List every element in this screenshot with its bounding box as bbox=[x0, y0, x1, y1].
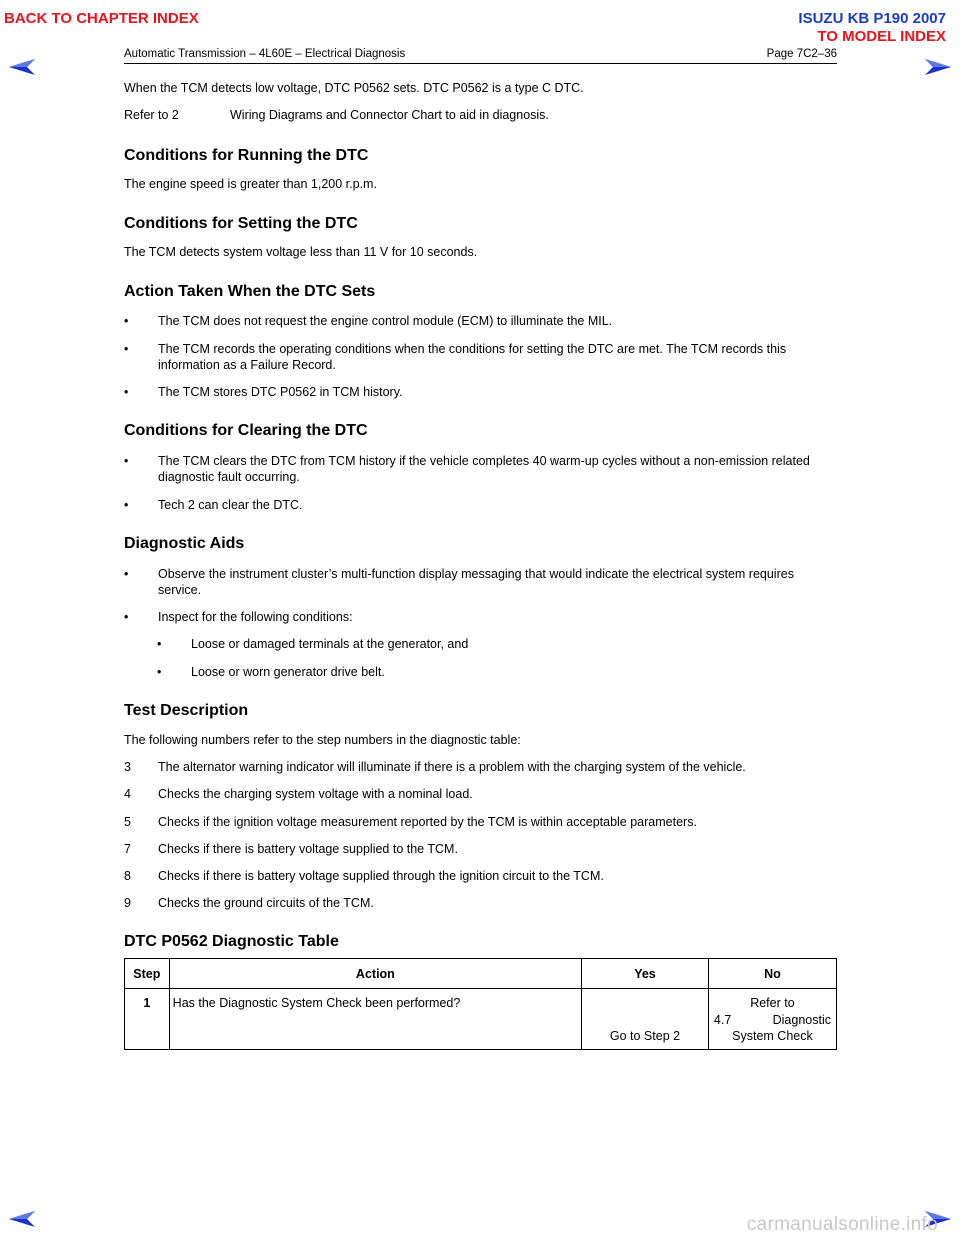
list-item: 4 Checks the charging system voltage with a nominal load. bbox=[124, 787, 473, 802]
setting-text: The TCM detects system voltage less than 11 V for 10 seconds. bbox=[124, 245, 478, 260]
header-rule bbox=[124, 63, 837, 64]
previous-page-arrow-icon[interactable] bbox=[8, 58, 36, 76]
no-cell-line3: System Check bbox=[732, 1028, 813, 1043]
watermark: carmanualsonline.info bbox=[746, 1214, 938, 1235]
next-page-arrow-icon[interactable] bbox=[924, 58, 952, 76]
list-item: • Tech 2 can clear the DTC. bbox=[124, 497, 303, 512]
sub-list-item: • Loose or worn generator drive belt. bbox=[157, 664, 385, 679]
list-item: • The TCM clears the DTC from TCM history if the vehicle completes 40 warm-up cycles without a non-emission related diagnostic fault occurring. bbox=[124, 454, 810, 485]
action-cell: Has the Diagnostic System Check been performed? bbox=[169, 989, 581, 1050]
back-to-chapter-index-link[interactable]: BACK TO CHAPTER INDEX bbox=[4, 10, 199, 27]
previous-page-bottom-arrow-icon[interactable] bbox=[8, 1210, 36, 1228]
no-cell-line2: 4.7 Diagnostic bbox=[713, 1012, 831, 1027]
no-cell-line1: Refer to bbox=[750, 996, 795, 1011]
list-item: 3 The alternator warning indicator will illuminate if there is a problem with the charging system of the vehicle. bbox=[124, 760, 746, 775]
running-text: The engine speed is greater than 1,200 r.p.m. bbox=[124, 177, 377, 192]
page-content bbox=[124, 80, 837, 1050]
intro-text: When the TCM detects low voltage, DTC P0562 sets. DTC P0562 is a type C DTC. bbox=[124, 81, 584, 95]
clearing-heading: Conditions for Clearing the DTC bbox=[124, 422, 368, 440]
list-item: • The TCM does not request the engine control module (ECM) to illuminate the MIL. bbox=[124, 314, 613, 329]
list-item: • Inspect for the following conditions: bbox=[124, 610, 353, 625]
refer-line bbox=[124, 107, 837, 123]
list-item: • The TCM stores DTC P0562 in TCM history. bbox=[124, 385, 403, 400]
list-item: 9 Checks the ground circuits of the TCM. bbox=[124, 896, 374, 911]
column-header-step: Step bbox=[125, 959, 170, 989]
column-header-action: Action bbox=[169, 959, 581, 989]
action-heading: Action Taken When the DTC Sets bbox=[124, 282, 376, 300]
to-model-index-link[interactable]: TO MODEL INDEX bbox=[817, 28, 946, 45]
sub-list-item: • Loose or damaged terminals at the generator, and bbox=[157, 637, 469, 652]
table-header-row bbox=[125, 959, 837, 989]
setting-heading: Conditions for Setting the DTC bbox=[124, 214, 358, 232]
yes-cell[interactable]: Go to Step 2 bbox=[582, 989, 709, 1050]
refer-prefix: Refer to 2 bbox=[124, 108, 179, 123]
model-title: ISUZU KB P190 2007 bbox=[798, 10, 946, 27]
list-item: 7 Checks if there is battery voltage supplied to the TCM. bbox=[124, 841, 458, 856]
page-number: Page 7C2–36 bbox=[766, 48, 837, 60]
column-header-no: No bbox=[708, 959, 836, 989]
table-row bbox=[125, 989, 837, 1050]
no-cell[interactable] bbox=[708, 989, 836, 1050]
table-heading: DTC P0562 Diagnostic Table bbox=[124, 932, 339, 950]
step-cell: 1 bbox=[125, 989, 170, 1050]
column-header-yes: Yes bbox=[582, 959, 709, 989]
document-title: Automatic Transmission – 4L60E – Electrical Diagnosis bbox=[124, 48, 406, 60]
list-item: • Observe the instrument cluster’s multi-function display messaging that would indicate the electrical system requires service. bbox=[124, 566, 794, 597]
list-item: 8 Checks if there is battery voltage supplied through the ignition circuit to the TCM. bbox=[124, 869, 604, 884]
list-item: • The TCM records the operating conditions when the conditions for setting the DTC are met. The TCM records this information as a Failure Record. bbox=[124, 341, 787, 372]
refer-text[interactable]: Wiring Diagrams and Connector Chart to aid in diagnosis. bbox=[230, 108, 549, 123]
test-heading: Test Description bbox=[124, 701, 249, 719]
test-intro: The following numbers refer to the step numbers in the diagnostic table: bbox=[124, 732, 521, 747]
list-item: 5 Checks if the ignition voltage measurement reported by the TCM is within acceptable parameters. bbox=[124, 814, 697, 829]
aids-heading: Diagnostic Aids bbox=[124, 534, 245, 552]
running-heading: Conditions for Running the DTC bbox=[124, 146, 369, 164]
diagnostic-table bbox=[124, 958, 837, 1050]
